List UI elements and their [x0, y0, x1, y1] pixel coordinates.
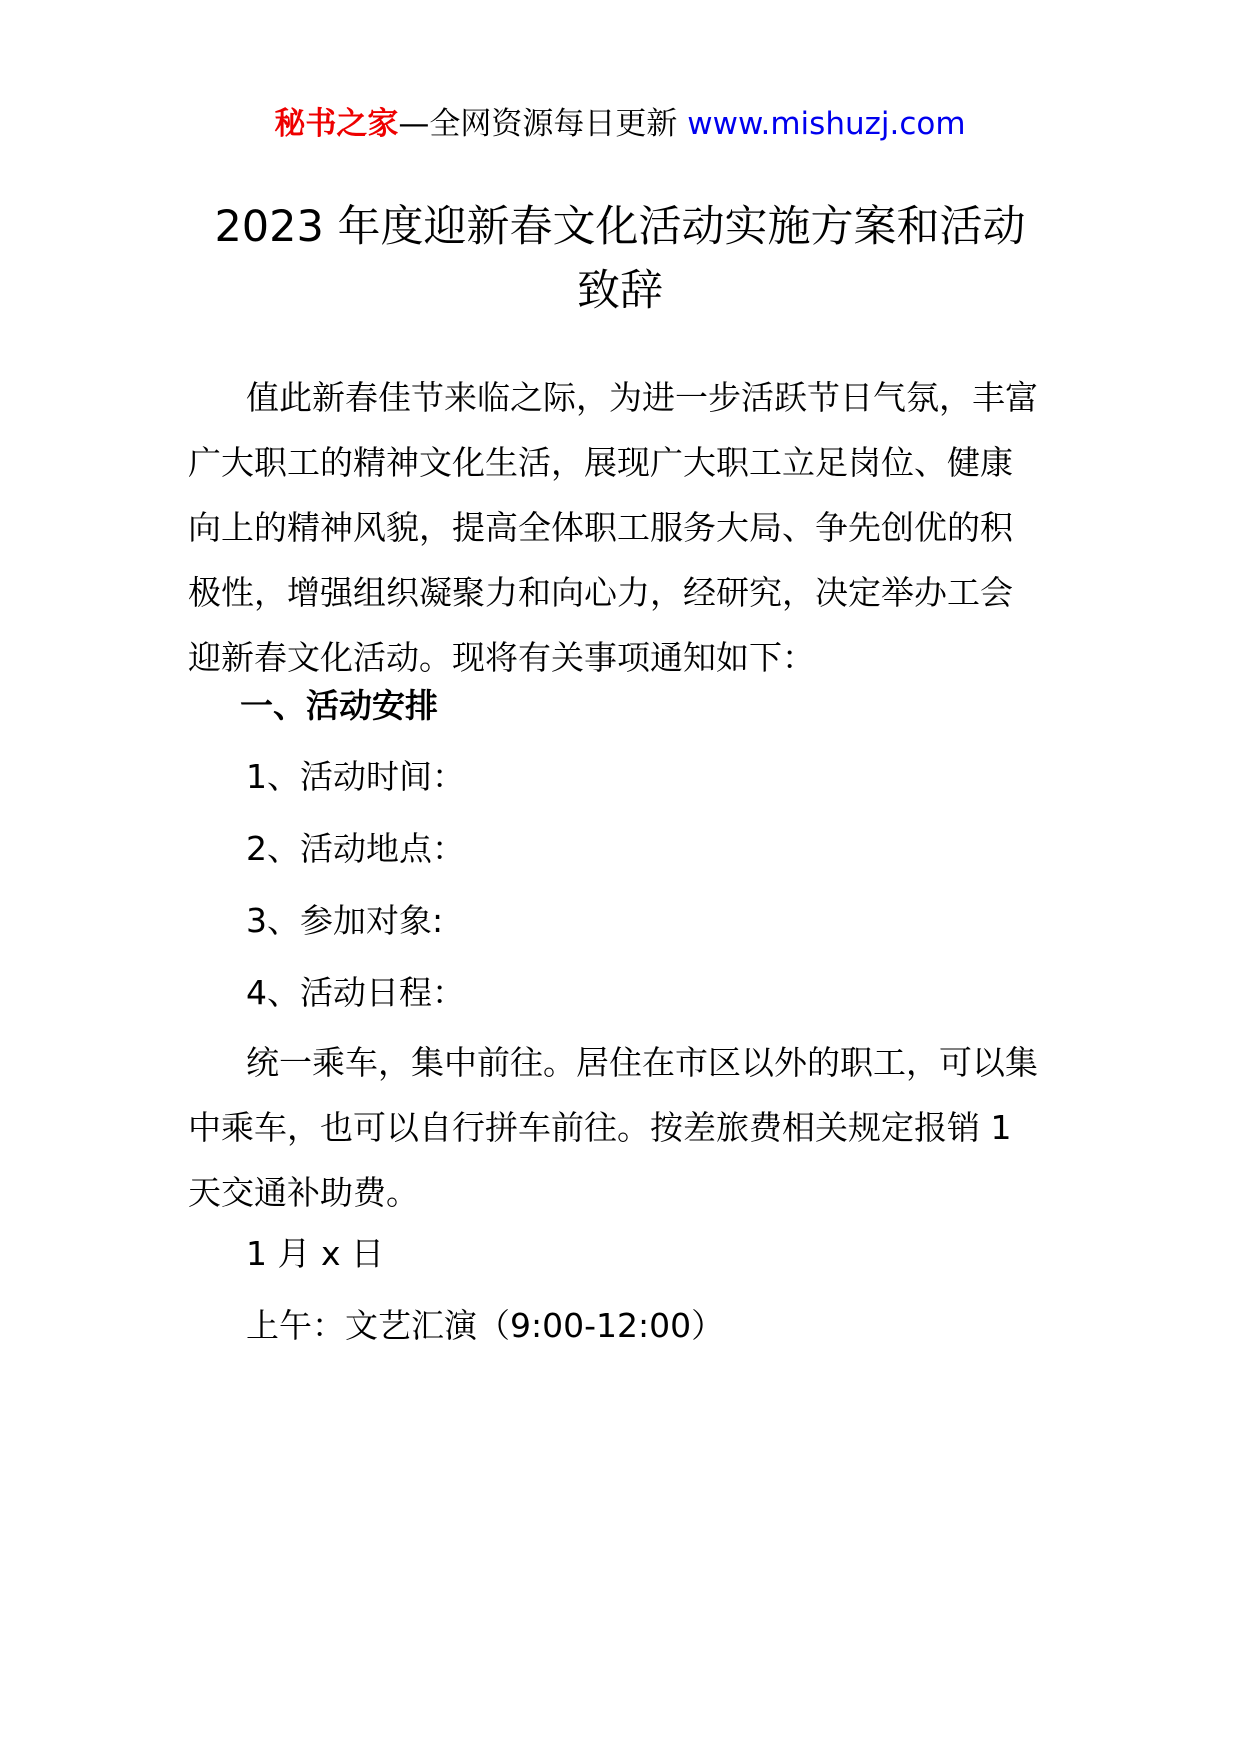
site-header	[0, 104, 1240, 144]
date-line: 1 月 x 日	[246, 1234, 384, 1273]
site-url-link[interactable]: www.mishuzj.com	[687, 106, 966, 142]
transport-line: 统一乘车，集中前往。居住在市区以外的职工，可以集	[246, 1043, 1038, 1082]
intro-line: 值此新春佳节来临之际，为进一步活跃节日气氛，丰富	[246, 378, 1038, 417]
intro-line: 广大职工的精神文化生活，展现广大职工立足岗位、健康	[188, 443, 1013, 482]
schedule-line: 上午：文艺汇演（9:00-12:00）	[246, 1306, 725, 1345]
title-line-2: 致辞	[577, 266, 663, 316]
section-heading: 一、活动安排	[240, 686, 438, 725]
brand-name: 秘书之家	[274, 106, 399, 142]
list-item: 2、活动地点：	[246, 829, 465, 868]
transport-line: 天交通补助费。	[188, 1173, 419, 1212]
transport-line: 中乘车，也可以自行拼车前往。按差旅费相关规定报销 1	[188, 1108, 1012, 1147]
header-tagline: —全网资源每日更新	[398, 106, 678, 142]
list-item: 3、参加对象:	[246, 901, 444, 940]
document-title	[160, 195, 1080, 323]
list-item: 4、活动日程：	[246, 973, 465, 1012]
intro-line: 向上的精神风貌，提高全体职工服务大局、争先创优的积	[188, 508, 1013, 547]
transport-paragraph	[188, 1030, 1054, 1225]
intro-line: 迎新春文化活动。现将有关事项通知如下：	[188, 638, 815, 677]
intro-paragraph	[188, 365, 1054, 690]
intro-line: 极性，增强组织凝聚力和向心力，经研究，决定举办工会	[188, 573, 1013, 612]
title-line-1: 2023 年度迎新春文化活动实施方案和活动	[214, 202, 1026, 252]
list-item: 1、活动时间：	[246, 757, 465, 796]
